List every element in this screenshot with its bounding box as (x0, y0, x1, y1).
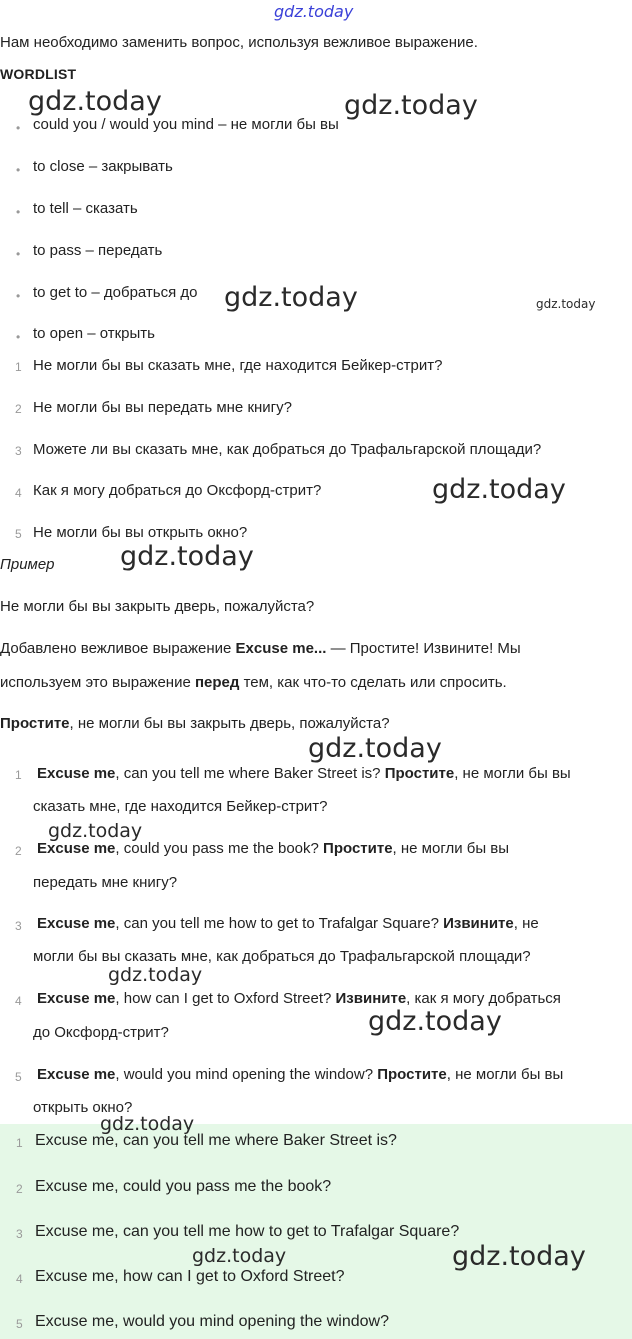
watermark-logo: gdz.today (224, 282, 358, 313)
bullet-icon: • (16, 205, 21, 219)
final-answer: Excuse me, could you pass me the book? (35, 1178, 332, 1195)
wordlist-item: to pass – передать (33, 242, 163, 259)
watermark-logo: gdz.today (536, 297, 596, 311)
watermark-logo: gdz.today (308, 733, 442, 764)
watermark-logo: gdz.today (108, 964, 203, 986)
answer-line-continued: сказать мне, где находится Бейкер-стрит? (33, 798, 328, 815)
bullet-icon: • (16, 247, 21, 261)
answer-line: Excuse me, can you tell me how to get to Trafalgar Square? Извините, не (37, 915, 539, 932)
question-text: Можете ли вы сказать мне, как добраться до Трафальгарской площади? (33, 441, 542, 458)
final-answer: Excuse me, can you tell me where Baker Street is? (35, 1132, 397, 1149)
watermark-logo: gdz.today (100, 1113, 195, 1135)
watermark-logo-top: gdz.today (274, 2, 354, 21)
question-text: Не могли бы вы сказать мне, где находится Бейкер-стрит? (33, 357, 443, 374)
final-answer: Excuse me, would you mind opening the window? (35, 1313, 389, 1330)
wordlist-item: to open – открыть (33, 325, 155, 342)
example-label: Пример (0, 556, 55, 573)
final-answer: Excuse me, how can I get to Oxford Street? (35, 1268, 345, 1285)
question-number: 4 (15, 486, 22, 500)
final-answer-number: 1 (16, 1136, 23, 1150)
bullet-icon: • (16, 121, 21, 135)
question-text: Не могли бы вы передать мне книгу? (33, 399, 292, 416)
wordlist-item: to get to – добраться до (33, 284, 198, 301)
question-number: 1 (15, 360, 22, 374)
bullet-icon: • (16, 330, 21, 344)
bullet-icon: • (16, 163, 21, 177)
question-number: 2 (15, 402, 22, 416)
answer-number: 5 (15, 1070, 22, 1084)
answer-line-continued: передать мне книгу? (33, 874, 178, 891)
watermark-logo: gdz.today (432, 474, 566, 505)
watermark-logo: gdz.today (120, 541, 254, 572)
answer-number: 3 (15, 919, 22, 933)
answer-line-continued: открыть окно? (33, 1099, 133, 1116)
example-explanation-line2: используем это выражение перед тем, как что-то сделать или спросить. (0, 674, 507, 691)
answer-line-continued: могли бы вы сказать мне, как добраться до Трафальгарской площади? (33, 948, 531, 965)
wordlist-item: to tell – сказать (33, 200, 138, 217)
answer-line: Excuse me, can you tell me where Baker Street is? Простите, не могли бы вы (37, 765, 571, 782)
answer-line-continued: до Оксфорд-стрит? (33, 1024, 169, 1041)
watermark-logo: gdz.today (192, 1245, 287, 1267)
final-answer-number: 3 (16, 1227, 23, 1241)
example-result: Простите, не могли бы вы закрыть дверь, пожалуйста? (0, 715, 390, 732)
watermark-logo: gdz.today (48, 820, 143, 842)
question-text: Как я могу добраться до Оксфорд-стрит? (33, 482, 322, 499)
wordlist-title: WORDLIST (0, 66, 77, 82)
question-text: Не могли бы вы открыть окно? (33, 524, 248, 541)
task-intro: Нам необходимо заменить вопрос, используя вежливое выражение. (0, 34, 478, 51)
final-answer-box (0, 1124, 632, 1339)
answer-number: 2 (15, 844, 22, 858)
wordlist-item: to close – закрывать (33, 158, 173, 175)
answer-line: Excuse me, how can I get to Oxford Street? Извините, как я могу добраться (37, 990, 561, 1007)
question-number: 5 (15, 527, 22, 541)
answer-line: Excuse me, could you pass me the book? Простите, не могли бы вы (37, 840, 510, 857)
example-sentence: Не могли бы вы закрыть дверь, пожалуйста? (0, 598, 315, 615)
final-answer-number: 5 (16, 1317, 23, 1331)
watermark-logo: gdz.today (368, 1006, 502, 1037)
final-answer-number: 4 (16, 1272, 23, 1286)
answer-line: Excuse me, would you mind opening the window? Простите, не могли бы вы (37, 1066, 564, 1083)
watermark-logo: gdz.today (452, 1241, 586, 1272)
example-explanation-line1: Добавлено вежливое выражение Excuse me... — Простите! Извините! Мы (0, 640, 521, 657)
final-answer-number: 2 (16, 1182, 23, 1196)
watermark-logo: gdz.today (344, 90, 478, 121)
answer-number: 1 (15, 768, 22, 782)
bullet-icon: • (16, 289, 21, 303)
answer-number: 4 (15, 994, 22, 1008)
final-answer: Excuse me, can you tell me how to get to Trafalgar Square? (35, 1223, 460, 1240)
question-number: 3 (15, 444, 22, 458)
watermark-logo: gdz.today (28, 86, 162, 117)
wordlist-item: could you / would you mind – не могли бы вы (33, 116, 339, 133)
